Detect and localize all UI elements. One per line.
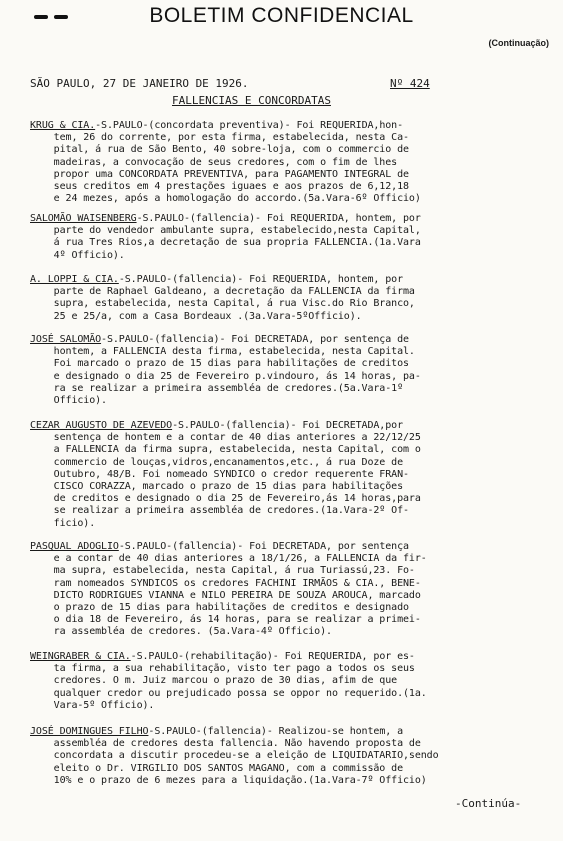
entry (30, 274, 552, 323)
entry (30, 651, 552, 712)
entry-line: de creditos e designado o dia 25 de Fevereiro,ás 14 horas,para (30, 493, 421, 505)
entry-line (30, 726, 552, 738)
entry-line: e a contar de 40 dias anteriores a 18/1/26, a FALLENCIA da fir- (30, 553, 427, 565)
entry-text: -S.PAULO-(rehabilitação)- Foi REQUERIDA, por es- (130, 651, 415, 662)
entry-text: -S.PAULO-(fallencia)- Foi REQUERIDA, hontem, por (118, 274, 403, 285)
entry-line: o dia 18 de Fevereiro, ás 14 horas, para se realizar a primei- (30, 614, 421, 626)
entry-text: -S.PAULO-(fallencia)- Foi DECRETADA, por sentença de (101, 334, 409, 345)
entry-line: ma supra, estabelecida, nesta Capital, á rua Turiassú,23. Fo- (30, 565, 415, 577)
entry-name: KRUG & CIA. (30, 120, 96, 131)
continua-label: -Continúa- (455, 797, 522, 810)
entry-line: eleito o Dr. VIRGILIO DOS SANTOS MAGANO, com a commissão de (30, 762, 403, 774)
entry-text: -S.PAULO-(fallencia)- Foi DECRETADA,por (172, 420, 403, 431)
entry-name: JOSÉ DOMINGUES FILHO (30, 726, 149, 737)
document-title: BOLETIM CONFIDENCIAL (149, 4, 414, 27)
entry-line: CISCO CORAZZA, marcado o prazo de 15 dias para habilitações (30, 481, 403, 493)
entry-line (30, 334, 552, 346)
entry-line: á rua Tres Rios,a decretação de sua propria FALLENCIA.(1a.Vara (30, 237, 421, 249)
entry-name: SALOMÃO WAISENBERG (30, 213, 137, 224)
entry (30, 420, 552, 530)
entry-name: PASQUAL ADOGLIO (30, 541, 119, 552)
entry-line: tem, 26 do corrente, por esta firma, estabelecida, nesta Ca- (30, 132, 409, 144)
entry-line: Outubro, 48/B. Foi nomeado SYNDICO o credor requerente FRAN- (30, 468, 409, 480)
entry-name: CEZAR AUGUSTO DE AZEVEDO (30, 420, 173, 431)
entry-line: propor uma CONCORDATA PREVENTIVA, para PAGAMENTO INTEGRAL de (30, 168, 409, 180)
entry-line: ficio). (30, 517, 96, 529)
entry-line: parte do vendedor ambulante supra, estabelecido,nesta Capital, (30, 225, 421, 237)
entry-line: DICTO RODRIGUES VIANNA e NILO PEREIRA DE SOUZA AROUCA, marcado (30, 589, 421, 601)
entry-text: -S.PAULO-(fallencia)- Foi REQUERIDA, hontem, por (136, 213, 421, 224)
entry-line (30, 213, 552, 225)
entry-line: seus creditos em 4 prestações iguaes e aos prazos de 6,12,18 (30, 181, 409, 193)
entry (30, 726, 552, 787)
entry-line: assembléa de credores desta fallencia. Não havendo proposta de (30, 738, 421, 750)
entry-line: o prazo de 15 dias para habilitações de creditos e designado (30, 602, 409, 614)
dateline: SÃO PAULO, 27 DE JANEIRO DE 1926. (30, 77, 249, 90)
entry-line: concordata a discutir procedeu-se a eleição de LIQUIDATARIO,sendo (30, 750, 439, 762)
entry-name: WEINGRABER & CIA. (30, 651, 131, 662)
entry-line: ra assembléa de credores. (5a.Vara-4º Officio). (30, 626, 332, 638)
entry-line: pital, á rua de São Bento, 40 sobre-loja, com o commercio de (30, 144, 409, 156)
entry-line: Vara-5º Officio). (30, 699, 155, 711)
entry-text: -S.PAULO-(concordata preventiva)- Foi REQUERIDA,hon- (95, 120, 404, 131)
entry-line: Foi marcado o prazo de 15 dias para habilitações de creditos (30, 358, 409, 370)
entry-line: e designado o dia 25 de Fevereiro p.vindouro, ás 14 horas, pa- (30, 370, 421, 382)
entry (30, 541, 552, 639)
entry-line: 10% e o prazo de 6 mezes para a liquidação.(1a.Vara-7º Officio) (30, 774, 427, 786)
entry-line: parte de Raphael Galdeano, a decretação da FALLENCIA da firma (30, 286, 415, 298)
entry-line (30, 420, 552, 432)
entry-line: hontem, a FALLENCIA desta firma, estabelecida, nesta Capital. (30, 346, 415, 358)
entry-line (30, 651, 552, 663)
entry-line: e 24 mezes, após a homologação do accordo.(5a.Vara-6º Officio) (30, 193, 421, 205)
entry (30, 213, 552, 262)
entry-line: a FALLENCIA da firma supra, estabelecida, nesta Capital, com o (30, 444, 421, 456)
entry-name: JOSÉ SALOMÃO (30, 334, 102, 345)
entry (30, 334, 552, 407)
continuation-label: (Continuação) (488, 38, 549, 48)
entry-line (30, 274, 552, 286)
entry-line: qualquer credor ou prejudicado possa se oppor no requerido.(1a. (30, 687, 427, 699)
entry-line: commercio de louças,vidros,encanamentos,etc., á rua Doze de (30, 456, 403, 468)
entry-line: ram nomeados SYNDICOS os credores FACHINI IRMÃOS & CIA., BENE- (30, 577, 421, 589)
entry-text: -S.PAULO-(fallencia)- Realizou-se hontem, a (148, 726, 404, 737)
entry-line: 4º Officio). (30, 249, 125, 261)
entry-line: credores. O m. Juiz marcou o prazo de 30 dias, afim de que (30, 675, 398, 687)
entry-line: ta firma, a sua rehabilitação, visto ter pago a todos os seus (30, 663, 415, 675)
entry-line: 25 e 25/a, com a Casa Bordeaux .(3a.Vara-5ºOfficio). (30, 310, 362, 322)
bulletin-number: Nº 424 (390, 77, 430, 90)
entry (30, 120, 552, 205)
entry-text: -S.PAULO-(fallencia)- Foi DECRETADA, por sentença (118, 541, 409, 552)
section-title: FALLENCIAS E CONCORDATAS (172, 94, 331, 107)
entry-line: se realizar a primeira assembléa de credores.(1a.Vara-2º Of- (30, 505, 409, 517)
entry-line (30, 120, 552, 132)
entry-line: Officio). (30, 395, 107, 407)
entry-name: A. LOPPI & CIA. (30, 274, 119, 285)
entry-line: ra se realizar a primeira assembléa de credores.(5a.Vara-1º (30, 382, 403, 394)
entry-line (30, 541, 552, 553)
entry-line: madeiras, a convocação de seus credores, com o fim de lhes (30, 156, 398, 168)
entry-line: supra, estabelecida, nesta Capital, á rua Visc.do Rio Branco, (30, 298, 415, 310)
entry-line: sentença de hontem e a contar de 40 dias anteriores a 22/12/25 (30, 432, 421, 444)
